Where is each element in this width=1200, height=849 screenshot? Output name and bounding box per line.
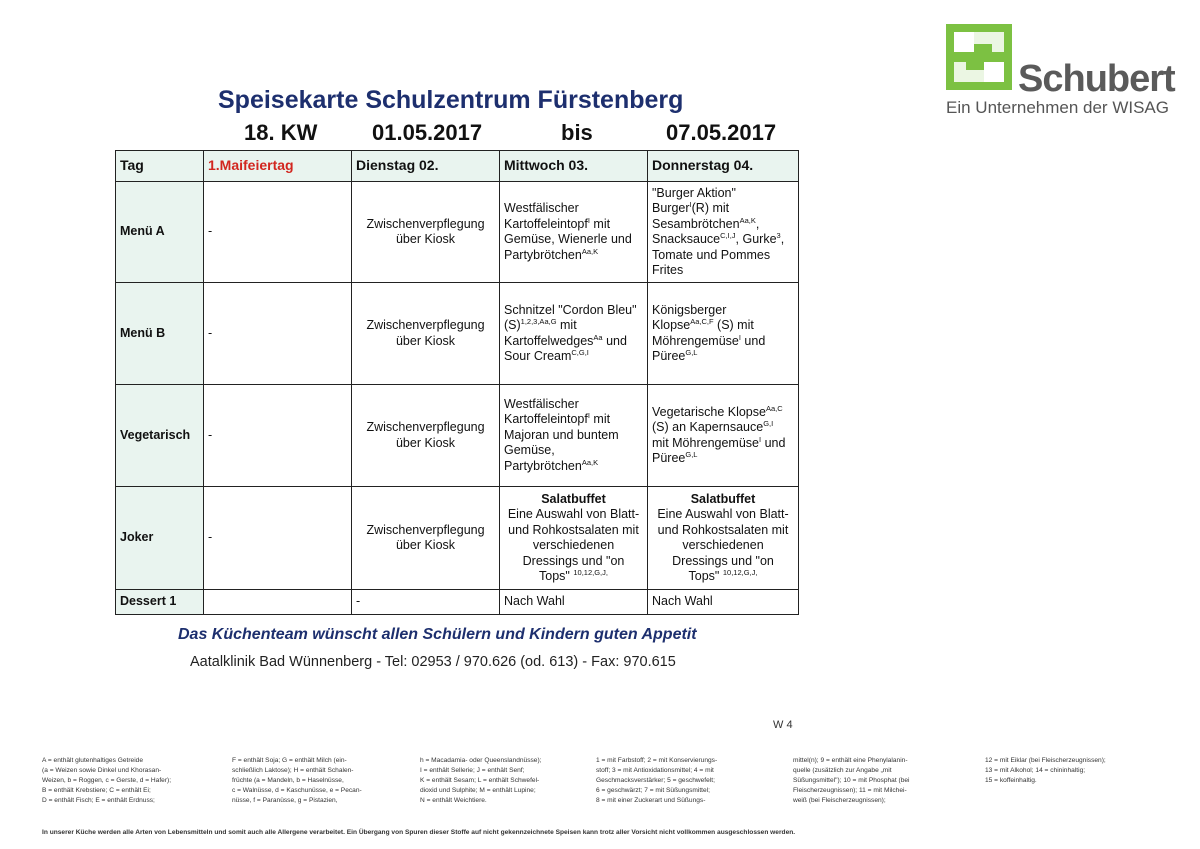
holiday-cell: - xyxy=(204,182,352,283)
row-label: Vegetarisch xyxy=(116,385,204,487)
legend-line: 6 = geschwärzt; 7 = mit Süßungsmittel; xyxy=(596,787,710,794)
dish-line: Kartoffeleintopf$^I$ mit xyxy=(504,215,611,231)
table-row xyxy=(116,590,799,615)
legend-line: A = enthält glutenhaltiges Getreide xyxy=(42,757,143,764)
legend-line: D = enthält Fisch; E = enthält Erdnuss; xyxy=(42,797,155,804)
salad-buffet-heading: Salatbuffet xyxy=(541,491,606,506)
dish-cell xyxy=(500,283,648,385)
legend-line: quelle (zusätzlich zur Angabe „mit xyxy=(793,767,892,774)
dessert-cell: Nach Wahl xyxy=(648,590,799,615)
legend-line: 1 = mit Farbstoff; 2 = mit Konservierungs- xyxy=(596,757,718,764)
dish-line: $(S)^{1,2,3,Aa,G}$ mit xyxy=(504,316,577,332)
legend-line: 13 = mit Alkohol; 14 = chininhaltig; xyxy=(985,767,1086,774)
logo-name: Schubert xyxy=(1018,58,1175,100)
kiosk-cell: Zwischenverpflegung über Kiosk xyxy=(352,487,500,590)
kiosk-cell: Zwischenverpflegung über Kiosk xyxy=(352,385,500,487)
legend-line: 8 = mit einer Zuckerart und Süßungs- xyxy=(596,797,706,804)
dish-line: Dressings und "on xyxy=(672,553,774,568)
dish-line: "Burger Aktion" xyxy=(652,185,736,200)
dish-line: mit Möhrengemüse$^I$ und xyxy=(652,434,786,450)
holiday-cell: - xyxy=(204,487,352,590)
column-header-holiday: 1.Maifeiertag xyxy=(204,151,352,182)
allergen-legend-column xyxy=(420,756,542,806)
date-range-separator: bis xyxy=(561,120,593,145)
dessert-cell: - xyxy=(352,590,500,615)
legend-line: Fleischerzeugnissen); 11 = mit Milchei- xyxy=(793,787,907,794)
dish-cell xyxy=(500,182,648,283)
row-label: Menü B xyxy=(116,283,204,385)
legend-line: Geschmacksverstärker; 5 = geschwefelt; xyxy=(596,777,715,784)
salad-buffet-heading: Salatbuffet xyxy=(690,491,756,506)
legend-line: mittel(n); 9 = enthält eine Phenylalanin- xyxy=(793,757,908,764)
table-row xyxy=(116,385,799,487)
legend-line: dioxid und Sulphite; M = enthält Lupine; xyxy=(420,787,536,794)
allergen-legend-column xyxy=(42,756,171,806)
dish-line: (S) an Kapernsauce$^{G,I}$ xyxy=(652,418,774,434)
dish-line: Schnitzel "Cordon Bleu" xyxy=(504,302,637,317)
dish-line: Partybrötchen$^{Aa,K}$ xyxy=(504,457,599,473)
menu-table xyxy=(115,150,799,615)
legend-line: stoff; 3 = mit Antioxidationsmittel; 4 = mit xyxy=(596,767,714,774)
dessert-cell: Nach Wahl xyxy=(500,590,648,615)
dish-line: Tomate und Pommes xyxy=(652,247,771,262)
salad-buffet-cell xyxy=(500,487,648,590)
dish-line: Vegetarische Klopse$^{Aa,C}$ xyxy=(652,403,783,419)
holiday-cell: - xyxy=(204,283,352,385)
kiosk-cell: Zwischenverpflegung über Kiosk xyxy=(352,182,500,283)
column-header-wednesday: Mittwoch 03. xyxy=(500,151,648,182)
dish-line: Dressings und "on xyxy=(522,553,625,568)
page-title: Speisekarte Schulzentrum Fürstenberg xyxy=(218,86,684,114)
dish-line: Püree$^{G,L}$ xyxy=(652,347,698,363)
column-header-tag: Tag xyxy=(116,151,204,182)
legend-line: h = Macadamia- oder Queenslandnüsse); xyxy=(420,757,542,764)
schubert-logo-icon xyxy=(946,24,1012,90)
dish-line: und Rohkostsalaten mit xyxy=(508,522,639,537)
row-label: Menü A xyxy=(116,182,204,283)
legend-line: schließlich Laktose); H = enthält Schalen- xyxy=(232,767,354,774)
dish-line: Burger$^I$(R) mit xyxy=(652,199,730,215)
dish-line: Klopse$^{Aa,C,F}$ (S) mit xyxy=(652,316,754,332)
dish-line: Gemüse, Wienerle und xyxy=(504,232,632,246)
dish-cell xyxy=(648,385,799,487)
dish-line: und Rohkostsalaten mit xyxy=(657,522,789,537)
legend-line: Süßungsmittel"); 10 = mit Phosphat (bei xyxy=(793,777,910,784)
page-code: W 4 xyxy=(773,719,793,731)
legend-line: N = enthält Weichtiere. xyxy=(420,797,487,804)
legend-line: Weizen, b = Roggen, c = Gerste, d = Hafer); xyxy=(42,777,172,784)
dish-line: Partybrötchen$^{Aa,K}$ xyxy=(504,246,599,262)
dish-line: verschiedenen xyxy=(682,538,764,552)
greeting: Das Küchenteam wünscht allen Schülern und Kindern guten Appetit xyxy=(178,626,697,643)
additive-legend-column xyxy=(793,756,910,806)
dish-line: Sesambrötchen$^{Aa,K}$, xyxy=(652,215,760,231)
row-label: Dessert 1 xyxy=(116,590,204,615)
legend-line: weiß (bei Fleischerzeugnissen); xyxy=(793,797,886,804)
column-header-tuesday: Dienstag 02. xyxy=(352,151,500,182)
dish-cell xyxy=(648,182,799,283)
dish-line: Eine Auswahl von Blatt- xyxy=(507,507,640,521)
legend-line: 15 = koffeinhaltig. xyxy=(985,777,1037,784)
dish-cell xyxy=(648,283,799,385)
dish-line: Westfälischer xyxy=(504,396,579,411)
dish-line: Eine Auswahl von Blatt- xyxy=(657,507,789,521)
column-header-thursday: Donnerstag 04. xyxy=(648,151,799,182)
table-row xyxy=(116,487,799,590)
dish-line: Tops" $^{10,12,G,J,}$ xyxy=(539,567,608,583)
date-to: 07.05.2017 xyxy=(666,120,777,145)
salad-buffet-cell xyxy=(648,487,799,590)
dish-line: Kartoffelwedges$^{Aa}$ und xyxy=(504,332,627,348)
legend-line: c = Walnüsse, d = Kaschunüsse, e = Pecan- xyxy=(232,787,362,794)
dish-cell xyxy=(500,385,648,487)
allergen-disclaimer: In unserer Küche werden alle Arten von Lebensmitteln und somit auch alle Allergene verarbeitet. Ein Übergang von Spuren dieser Stoffe auf nicht gekennzeichnete Speisen kann trotz aller Vorsicht nicht vollkommen ausgeschlossen werden. xyxy=(42,829,796,836)
legend-line: B = enthält Krebstiere; C = enthält Ei; xyxy=(42,787,151,794)
legend-line: 12 = mit Eiklar (bei Fleischerzeugnissen); xyxy=(985,757,1106,764)
additive-legend-column xyxy=(985,756,1106,786)
dish-line: verschiedenen xyxy=(532,538,615,552)
table-header-row xyxy=(116,151,799,182)
dish-line: Majoran und buntem xyxy=(504,427,619,442)
dish-line: Snacksauce$^{C,I,J}$, Gurke$^3$, xyxy=(652,230,785,246)
legend-line: nüsse, f = Paranüsse, g = Pistazien, xyxy=(232,797,338,804)
dish-line: Tops" $^{10,12,G,J,}$ xyxy=(688,567,758,583)
logo-tagline: Ein Unternehmen der WISAG xyxy=(946,98,1169,117)
table-row xyxy=(116,182,799,283)
table-row xyxy=(116,283,799,385)
holiday-cell: - xyxy=(204,385,352,487)
dish-line: Möhrengemüse$^I$ und xyxy=(652,332,766,348)
legend-line: K = enthält Sesam; L = enthält Schwefel- xyxy=(420,777,540,784)
legend-line: F = enthält Soja; G = enthält Milch (ein- xyxy=(232,757,347,764)
kiosk-cell: Zwischenverpflegung über Kiosk xyxy=(352,283,500,385)
date-from: 01.05.2017 xyxy=(372,120,483,145)
additive-legend-column xyxy=(596,756,717,806)
legend-line: I = enthält Sellerie; J = enthält Senf; xyxy=(420,767,525,774)
legend-line: früchte (a = Mandeln, b = Haselnüsse, xyxy=(232,777,344,784)
dish-line: Westfälischer xyxy=(504,201,579,215)
address: Aatalklinik Bad Wünnenberg - Tel: 02953 / 970.626 (od. 613) - Fax: 970.615 xyxy=(190,654,676,670)
dish-line: Sour Cream$^{C,G,I}$ xyxy=(504,347,589,363)
company-logo xyxy=(946,24,1175,124)
allergen-legend-column xyxy=(232,756,362,806)
week-number: 18. KW xyxy=(244,120,318,145)
holiday-cell xyxy=(204,590,352,615)
dish-line: Frites xyxy=(652,263,684,277)
dish-line: Gemüse, xyxy=(504,443,555,458)
dish-line: Kartoffeleintopf$^I$ mit xyxy=(504,411,611,427)
dish-line: Königsberger xyxy=(652,302,727,317)
dish-line: Püree$^{G,L}$ xyxy=(652,449,698,465)
row-label: Joker xyxy=(116,487,204,590)
legend-line: (a = Weizen sowie Dinkel und Khorasan- xyxy=(42,767,162,774)
